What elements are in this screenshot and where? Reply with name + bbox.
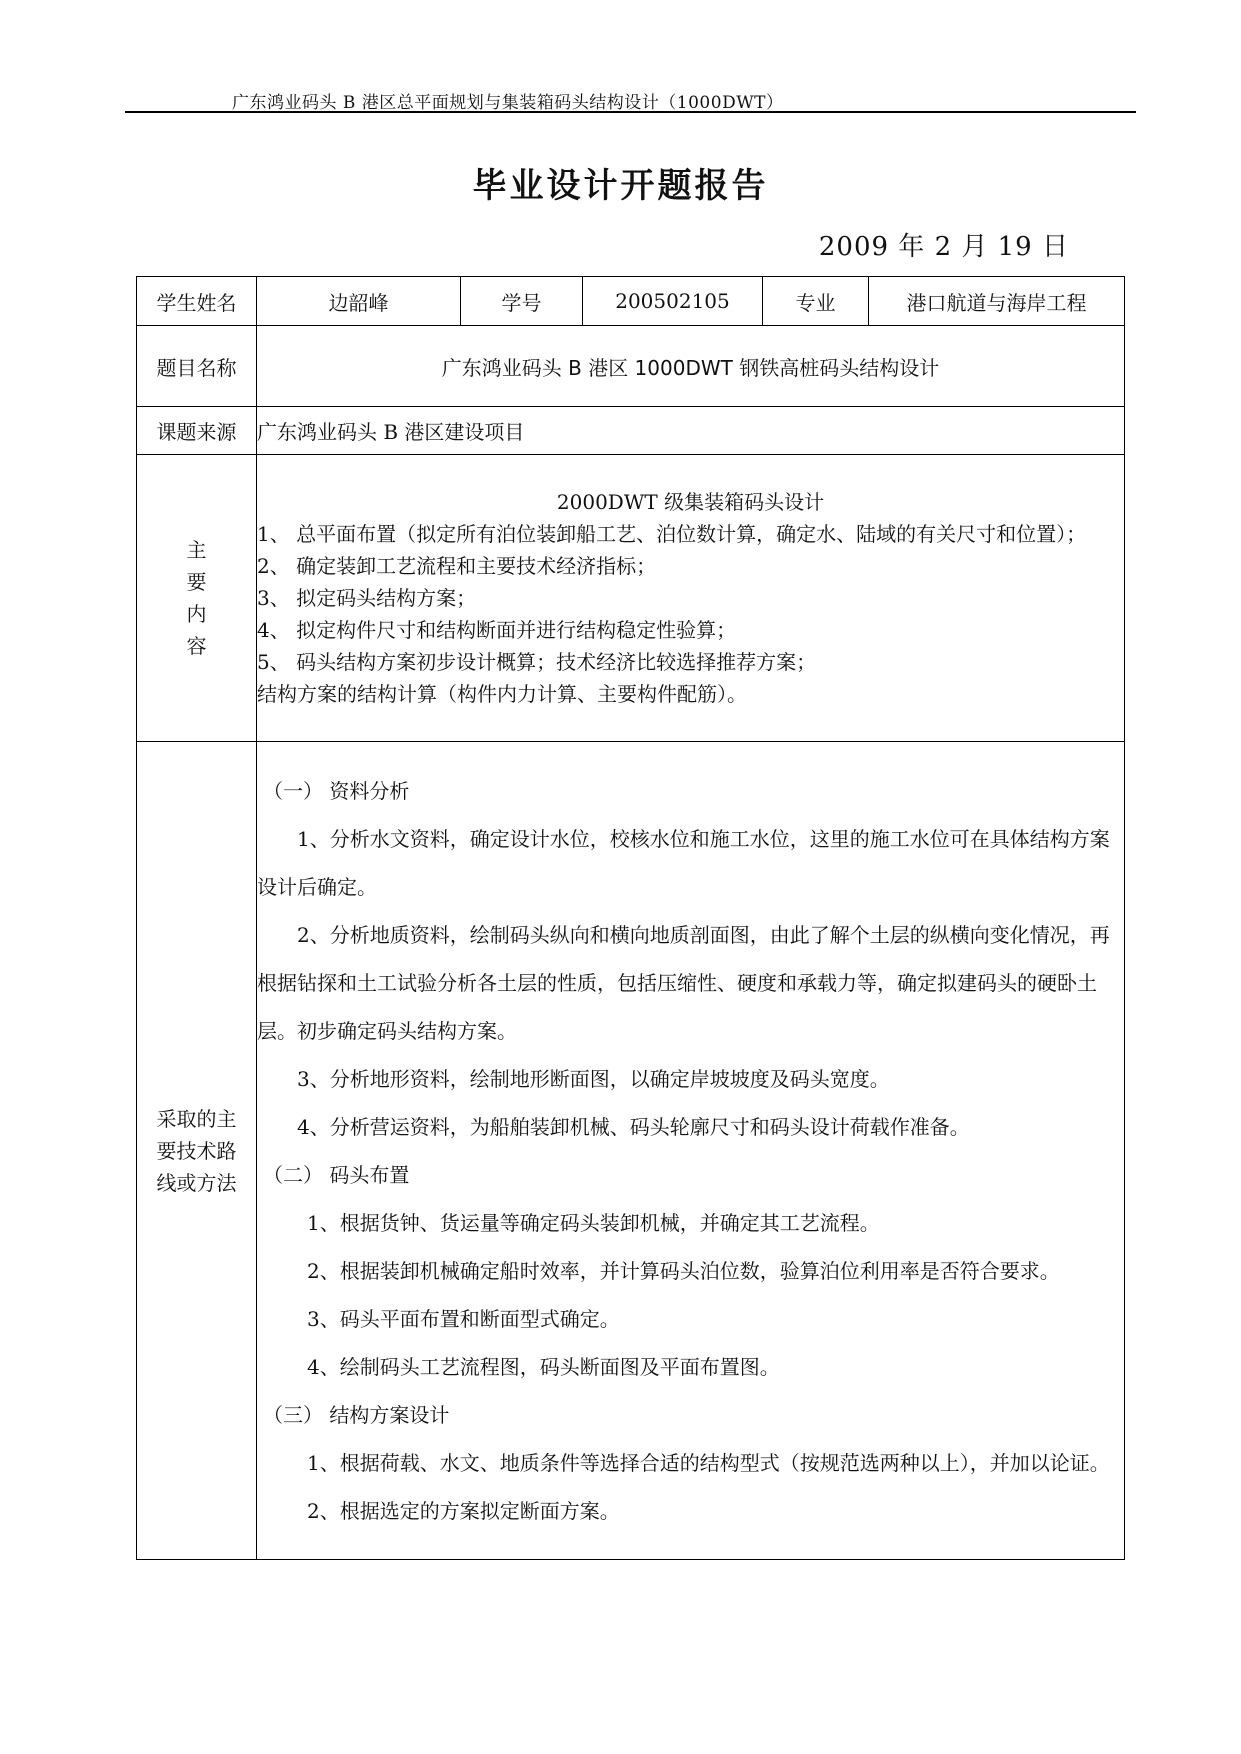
content-label: 主 要 内 容 <box>137 455 257 742</box>
source-row <box>137 407 1125 455</box>
page-title: 毕业设计开题报告 <box>472 166 769 206</box>
method-paragraph: 4、绘制码头工艺流程图，码头断面图及平面布置图。 <box>307 1354 780 1379</box>
section-heading: （一） 资料分析 <box>263 778 410 803</box>
major-label: 专业 <box>763 277 869 326</box>
method-paragraph: 4、分析营运资料，为船舶装卸机械、码头轮廓尺寸和码头设计荷载作准备。 <box>297 1114 970 1139</box>
content-item: 3、 拟定码头结构方案； <box>257 586 477 610</box>
method-paragraph: 3、码头平面布置和断面型式确定。 <box>307 1306 620 1331</box>
method-paragraph: 1、分析水文资料，确定设计水位，校核水位和施工水位，这里的施工水位可在具体结构方案设计后确定。 <box>257 826 1110 899</box>
header-rule <box>125 111 1136 113</box>
method-paragraph: 2、分析地质资料，绘制码头纵向和横向地质剖面图，由此了解个土层的纵横向变化情况，再根据钻探和土工试验分析各土层的性质，包括压缩性、硬度和承载力等，确定拟建码头的硬卧土层。初步确定码头结构方案。 <box>257 922 1110 1043</box>
student-name-label: 学生姓名 <box>137 277 257 326</box>
content-item: 结构方案的结构计算（构件内力计算、主要构件配筋）。 <box>257 682 747 706</box>
content-item: 1、 总平面布置（拟定所有泊位装卸船工艺、泊位数计算，确定水、陆域的有关尺寸和位置）； <box>257 522 1087 546</box>
topic-value: 广东鸿业码头 B 港区 1000DWT 钢铁高桩码头结构设计 <box>257 326 1125 407</box>
student-id-label: 学号 <box>461 277 583 326</box>
method-paragraph: 1、根据货钟、货运量等确定码头装卸机械，并确定其工艺流程。 <box>307 1210 880 1235</box>
major-value: 港口航道与海岸工程 <box>869 277 1125 326</box>
methods-value <box>257 742 1125 1560</box>
running-header: 广东鸿业码头 B 港区总平面规划与集装箱码头结构设计（1000DWT） <box>232 93 784 113</box>
topic-label: 题目名称 <box>137 326 257 407</box>
student-id-value: 200502105 <box>583 277 763 326</box>
method-paragraph: 3、分析地形资料，绘制地形断面图，以确定岸坡坡度及码头宽度。 <box>297 1066 890 1091</box>
content-item: 2、 确定装卸工艺流程和主要技术经济指标； <box>257 554 657 578</box>
method-paragraph: 2、根据选定的方案拟定断面方案。 <box>307 1498 620 1523</box>
section-heading: （二） 码头布置 <box>263 1162 410 1187</box>
source-value: 广东鸿业码头 B 港区建设项目 <box>257 407 1125 455</box>
topic-row <box>137 326 1125 407</box>
section-heading: （三） 结构方案设计 <box>263 1402 450 1427</box>
method-paragraph: 1、根据荷载、水文、地质条件等选择合适的结构型式（按规范选两种以上），并加以论证。 <box>307 1450 1110 1475</box>
report-date: 2009 年 2 月 19 日 <box>818 232 1069 262</box>
info-row <box>137 277 1125 326</box>
content-row <box>137 455 1125 742</box>
method-paragraph: 2、根据装卸机械确定船时效率，并计算码头泊位数，验算泊位利用率是否符合要求。 <box>307 1258 1060 1283</box>
content-item: 5、 码头结构方案初步设计概算；技术经济比较选择推荐方案； <box>257 650 817 674</box>
methods-row <box>137 742 1125 1560</box>
content-item: 4、 拟定构件尺寸和结构断面并进行结构稳定性验算； <box>257 618 737 642</box>
methods-label: 采取的主 要技术路 线或方法 <box>137 742 257 1560</box>
content-heading: 2000DWT 级集装箱码头设计 <box>556 490 825 514</box>
student-name-value: 边韶峰 <box>257 277 461 326</box>
report-table <box>136 276 1125 1560</box>
source-label: 课题来源 <box>137 407 257 455</box>
content-value <box>257 455 1125 742</box>
